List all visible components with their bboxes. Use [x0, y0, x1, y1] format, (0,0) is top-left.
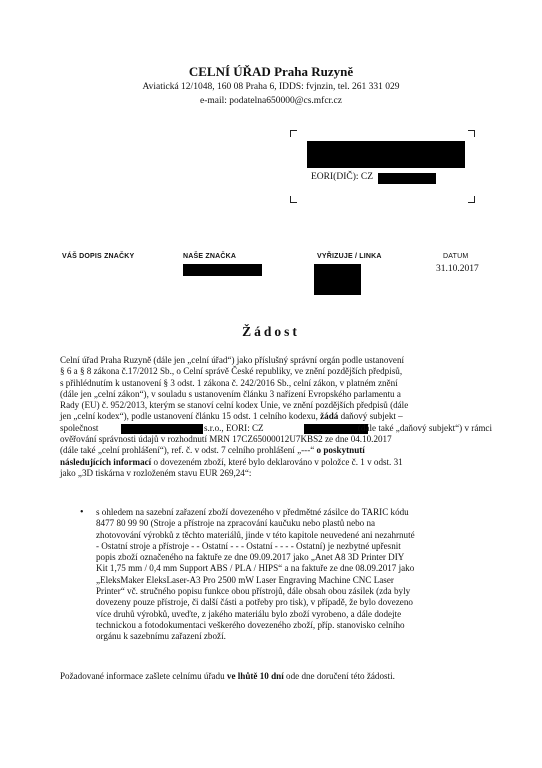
- date-value: 31.10.2017: [436, 264, 479, 274]
- date-label: DATUM: [443, 253, 469, 260]
- bullet-line: technickou a fotodokumentaci veškerého dovezeného zboží, příp. stanovisko celního: [96, 619, 405, 630]
- emphasis-requests: žádá: [320, 411, 339, 422]
- your-ref-label: VÁŠ DOPIS ZNAČKY: [62, 253, 135, 260]
- deadline-emphasis: ve lhůtě 10 dní: [226, 671, 284, 681]
- paragraph-line: společnost s.r.o., EORI: CZ (dále také „daňový subjekt“) v rámci: [60, 422, 492, 433]
- office-address: Aviatická 12/1048, 160 08 Praha 6, IDDS: fvjnzin, tel. 261 331 029: [142, 82, 400, 92]
- address-window-corner-top-left: [290, 130, 297, 137]
- paragraph-line: následujících informací o dovezeném zboží, které bylo deklarováno v položce č. 1 v odst. 31: [60, 456, 403, 467]
- address-window-corner-top-right: [468, 130, 475, 137]
- address-window-corner-bottom-left: [290, 196, 297, 203]
- our-ref-redacted: [183, 264, 262, 276]
- recipient-eori-label: EORI(DIČ): CZ: [311, 172, 374, 182]
- paragraph-line: (dále také „celní prohlášení“), ref. č. v odst. 7 celního prohlášení „---“ o poskytnutí: [60, 445, 365, 456]
- paragraph-line: § 6 a § 8 zákona č.17/2012 Sb., o Celní správě České republiky, ve znění pozdějších předpisů,: [60, 366, 403, 377]
- bullet-line: s ohledem na sazební zařazení zboží dovezeného v předmětné zásilce do TARIC kódu: [96, 507, 409, 517]
- bullet-line: dovezeny pouze přístroje, či další části a potřeby pro tisk), v případě, že bylo dovezeno: [96, 597, 413, 608]
- office-email[interactable]: e-mail: podatelna650000@cs.mfcr.cz: [200, 96, 342, 106]
- bullet-icon: •: [80, 507, 84, 518]
- our-ref-label: NAŠE ZNAČKA: [183, 253, 237, 260]
- bullet-item: [96, 507, 492, 643]
- handled-by-label: VYŘIZUJE / LINKA: [317, 253, 382, 260]
- bullet-line: 8477 80 99 90 (Stroje a přístroje na zpracování kaučuku nebo plastů nebo na: [96, 518, 376, 529]
- paragraph-line: jen „celní kodex“), podle ustanovení článku 15 odst. 1 celního kodexu, žádá daňový subjekt –: [60, 411, 403, 422]
- paragraph-line: Rady (EU) č. 952/2013, kterým se stanoví celní kodex Unie, ve znění pozdějších předpisů (dále: [60, 400, 409, 411]
- main-paragraph: [60, 355, 492, 479]
- paragraph-line: (dále jen „celní zákon“), v souladu s ustanovením článku 3 nařízení Evropského parlamentu a: [60, 388, 401, 399]
- address-window-corner-bottom-right: [468, 196, 475, 203]
- bullet-line: zhotovování výrobků z těchto materiálů, jinde v této kapitole neuvedené ani nezahrnuté: [96, 529, 415, 540]
- bullet-line: „EleksMaker EleksLaser-A3 Pro 2500 mW Laser Engraving Machine CNC Laser: [96, 574, 394, 585]
- bullet-line: Kit 1,75 mm / 0,4 mm Support ABS / PLA / HIPS“ a na faktuře ze dne 08.09.2017 jako: [96, 563, 415, 574]
- office-name: CELNÍ ÚŘAD Praha Ruzyně: [188, 64, 354, 79]
- company-name-redacted: [121, 424, 203, 434]
- paragraph-line: s přihlédnutím k ustanovení § 3 odst. 1 zákona č. 242/2016 Sb., celní zákon, v platném znění: [60, 377, 398, 388]
- bullet-line: - Ostatní stroje a přístroje - - Ostatní - - - Ostatní - - - - Ostatní) je nezbytné upřesnit: [96, 540, 401, 551]
- recipient-name-redacted: [307, 141, 465, 168]
- paragraph-line: jako „3D tiskárna v rozloženém stavu EUR 269,24“:: [60, 467, 252, 478]
- recipient-eori-redacted: [378, 173, 436, 184]
- bullet-line: orgánu k sazebnímu zařazení zboží.: [96, 631, 226, 642]
- bullet-line: více druhů výrobků, uveďte, z jakého materiálu bylo zboží vyrobeno, a dále dodejte: [96, 608, 402, 619]
- paragraph-line: Celní úřad Praha Ruzyně (dále jen „celní úřad“) jako příslušný správní orgán podle ustanovení: [60, 355, 405, 365]
- paragraph-line: ověřování správnosti údajů v rozhodnutí MRN 17CZ65000012U7KBS2 ze dne 04.10.2017: [60, 434, 392, 445]
- document-title: Žádost: [242, 324, 300, 339]
- closing-sentence: Požadované informace zašlete celnímu úřadu ve lhůtě 10 dní ode dne doručení této žádosti.: [60, 671, 395, 681]
- bullet-line: Printer“ vč. stručného popisu funkce obou přístrojů, dále obsah obou zásilek (zda byly: [96, 586, 411, 597]
- bullet-line: popis zboží označeného na faktuře ze dne 09.09.2017 jako „Anet A8 3D Printer DIY: [96, 552, 405, 563]
- handled-by-redacted: [314, 264, 361, 295]
